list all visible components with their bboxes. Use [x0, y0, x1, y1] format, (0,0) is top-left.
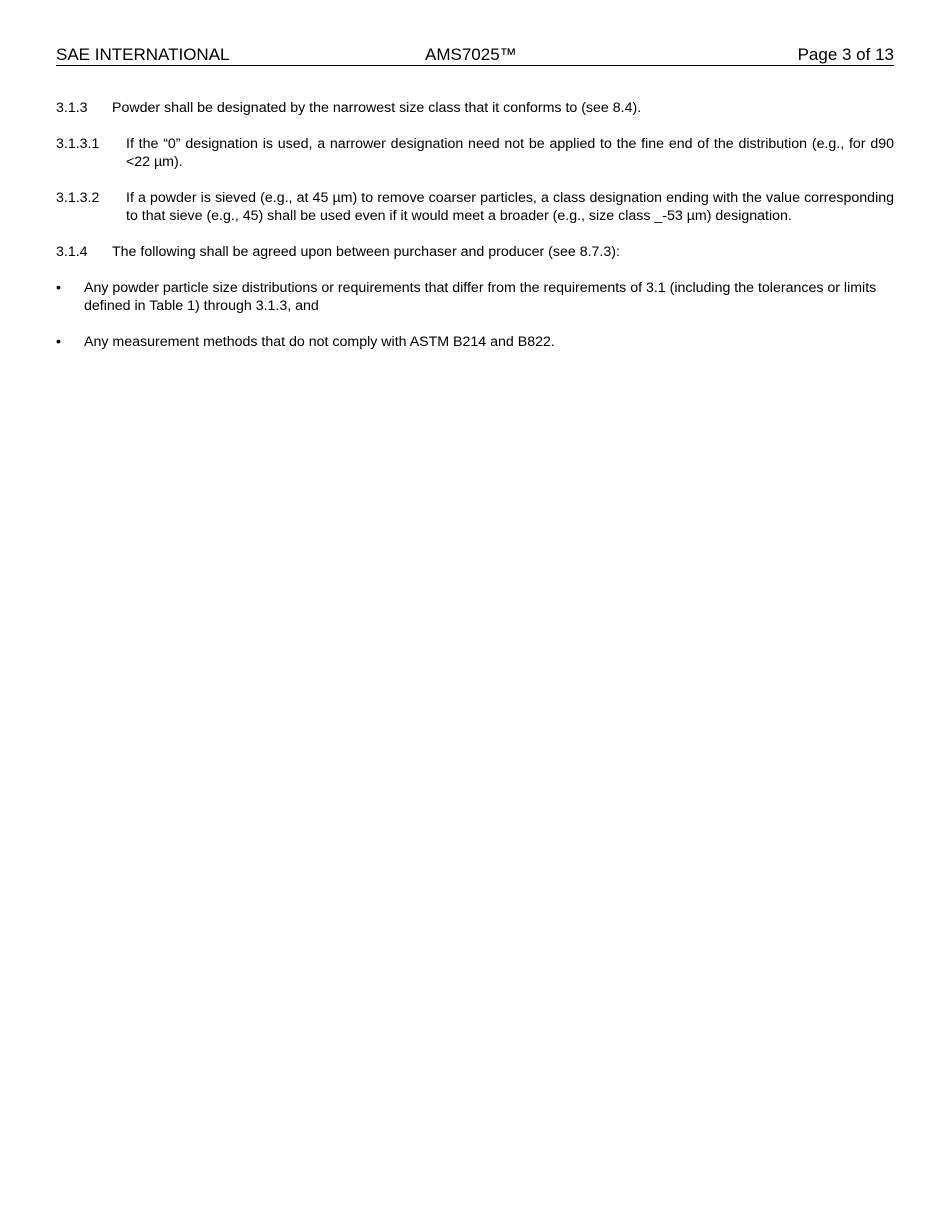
bullet-item	[56, 279, 894, 315]
section-3-1-3	[56, 99, 894, 117]
page-header	[56, 44, 894, 66]
bullet-text: Any measurement methods that do not comply with ASTM B214 and B822.	[84, 334, 555, 350]
bullet-text: Any powder particle size distributions or requirements that differ from the requirements of 3.1 (including the tolerances or limits defined in Table 1) through 3.1.3, and	[84, 280, 877, 314]
section-number: 3.1.3.1	[56, 136, 100, 152]
header-organization: SAE INTERNATIONAL	[56, 45, 230, 64]
section-number: 3.1.3.2	[56, 190, 100, 206]
section-text: The following shall be agreed upon between purchaser and producer (see 8.7.3):	[112, 244, 620, 260]
section-number: 3.1.3	[56, 100, 88, 116]
bullet-icon: •	[56, 334, 61, 350]
section-text: Powder shall be designated by the narrowest size class that it conforms to (see 8.4).	[112, 100, 642, 116]
header-page-number: Page 3 of 13	[797, 45, 894, 64]
section-text: If a powder is sieved (e.g., at 45 µm) to remove coarser particles, a class designation ending with the value corresponding to that sieve (e.g., 45) shall be used even if it would meet a broader (e.g., size class _-53 µm) designation.	[126, 190, 894, 224]
section-text: If the “0” designation is used, a narrower designation need not be applied to the fine end of the distribution (e.g., for d90 <22 µm).	[126, 136, 894, 170]
document-body	[56, 99, 894, 351]
header-document-id: AMS7025™	[425, 45, 517, 64]
section-3-1-4	[56, 243, 894, 261]
section-3-1-3-1	[56, 135, 894, 171]
section-3-1-3-2	[56, 189, 894, 225]
section-number: 3.1.4	[56, 244, 88, 260]
bullet-item	[56, 333, 894, 351]
bullet-icon: •	[56, 280, 61, 296]
document-page	[56, 44, 894, 369]
